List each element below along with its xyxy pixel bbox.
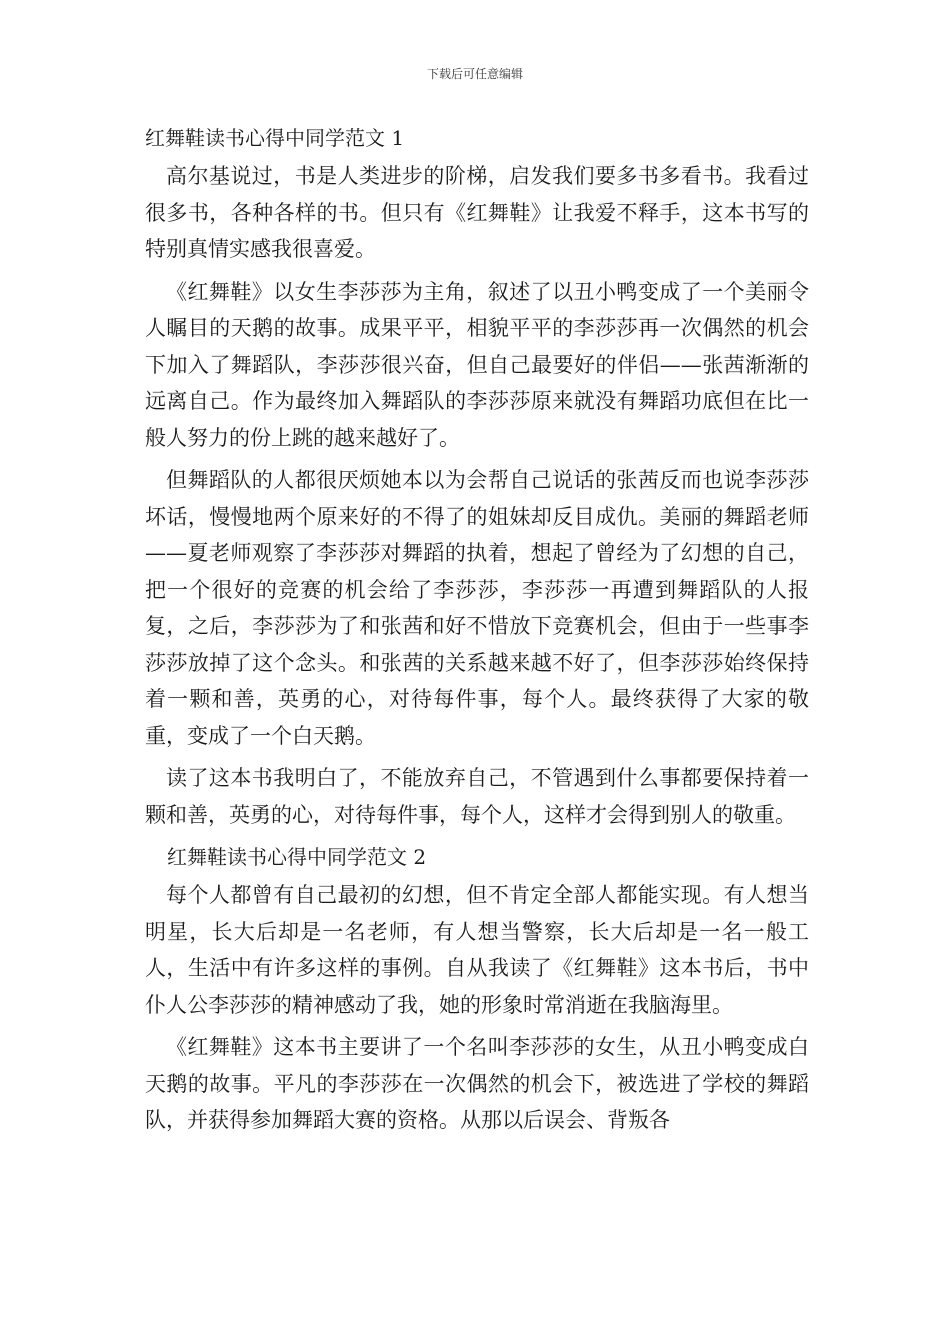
section-title: 红舞鞋读书心得中同学范文 1	[145, 126, 405, 150]
document-body	[145, 120, 809, 1145]
section-1	[145, 120, 809, 833]
paragraph: 《红舞鞋》这本书主要讲了一个名叫李莎莎的女生，从丑小鸭变成白天鹅的故事。平凡的李莎莎在一次偶然的机会下，被选进了学校的舞蹈队，并获得参加舞蹈大赛的资格。从那以后误会、背叛各	[145, 1035, 809, 1132]
paragraph: 高尔基说过，书是人类进步的阶梯，启发我们要多书多看书。我看过很多书，各种各样的书。但只有《红舞鞋》让我爱不释手，这本书写的特别真情实感我很喜爱。	[145, 164, 809, 261]
paragraph: 每个人都曾有自己最初的幻想，但不肯定全部人都能实现。有人想当明星，长大后却是一名老师，有人想当警察，长大后却是一名一般工人，生活中有许多这样的事例。自从我读了《红舞鞋》这本书后，书中仆人公李莎莎的精神感动了我，她的形象时常消逝在我脑海里。	[145, 883, 809, 1017]
paragraph: 但舞蹈队的人都很厌烦她本以为会帮自己说话的张茜反而也说李莎莎坏话，慢慢地两个原来好的不得了的姐妹却反目成仇。美丽的舞蹈老师——夏老师观察了李莎莎对舞蹈的执着，想起了曾经为了幻想的自己，把一个很好的竞赛的机会给了李莎莎，李莎莎一再遭到舞蹈队的人报复，之后，李莎莎为了和张茜和好不惜放下竞赛机会，但由于一些事李莎莎放掉了这个念头。和张茜的关系越来越不好了，但李莎莎始终保持着一颗和善，英勇的心，对待每件事，每个人。最终获得了大家的敬重，变成了一个白天鹅。	[145, 468, 809, 748]
page-header-note: 下载后可任意编辑	[426, 67, 523, 81]
section-2	[145, 839, 809, 1139]
section-title: 红舞鞋读书心得中同学范文 2	[167, 845, 427, 869]
paragraph: 《红舞鞋》以女生李莎莎为主角，叙述了以丑小鸭变成了一个美丽令人瞩目的天鹅的故事。成果平平，相貌平平的李莎莎再一次偶然的机会下加入了舞蹈队，李莎莎很兴奋，但自己最要好的伴侣——张茜渐渐的远离自己。作为最终加入舞蹈队的李莎莎原来就没有舞蹈功底但在比一般人努力的份上跳的越来越好了。	[145, 279, 809, 450]
paragraph: 读了这本书我明白了，不能放弃自己，不管遇到什么事都要保持着一颗和善，英勇的心，对待每件事，每个人，这样才会得到别人的敬重。	[145, 766, 809, 827]
